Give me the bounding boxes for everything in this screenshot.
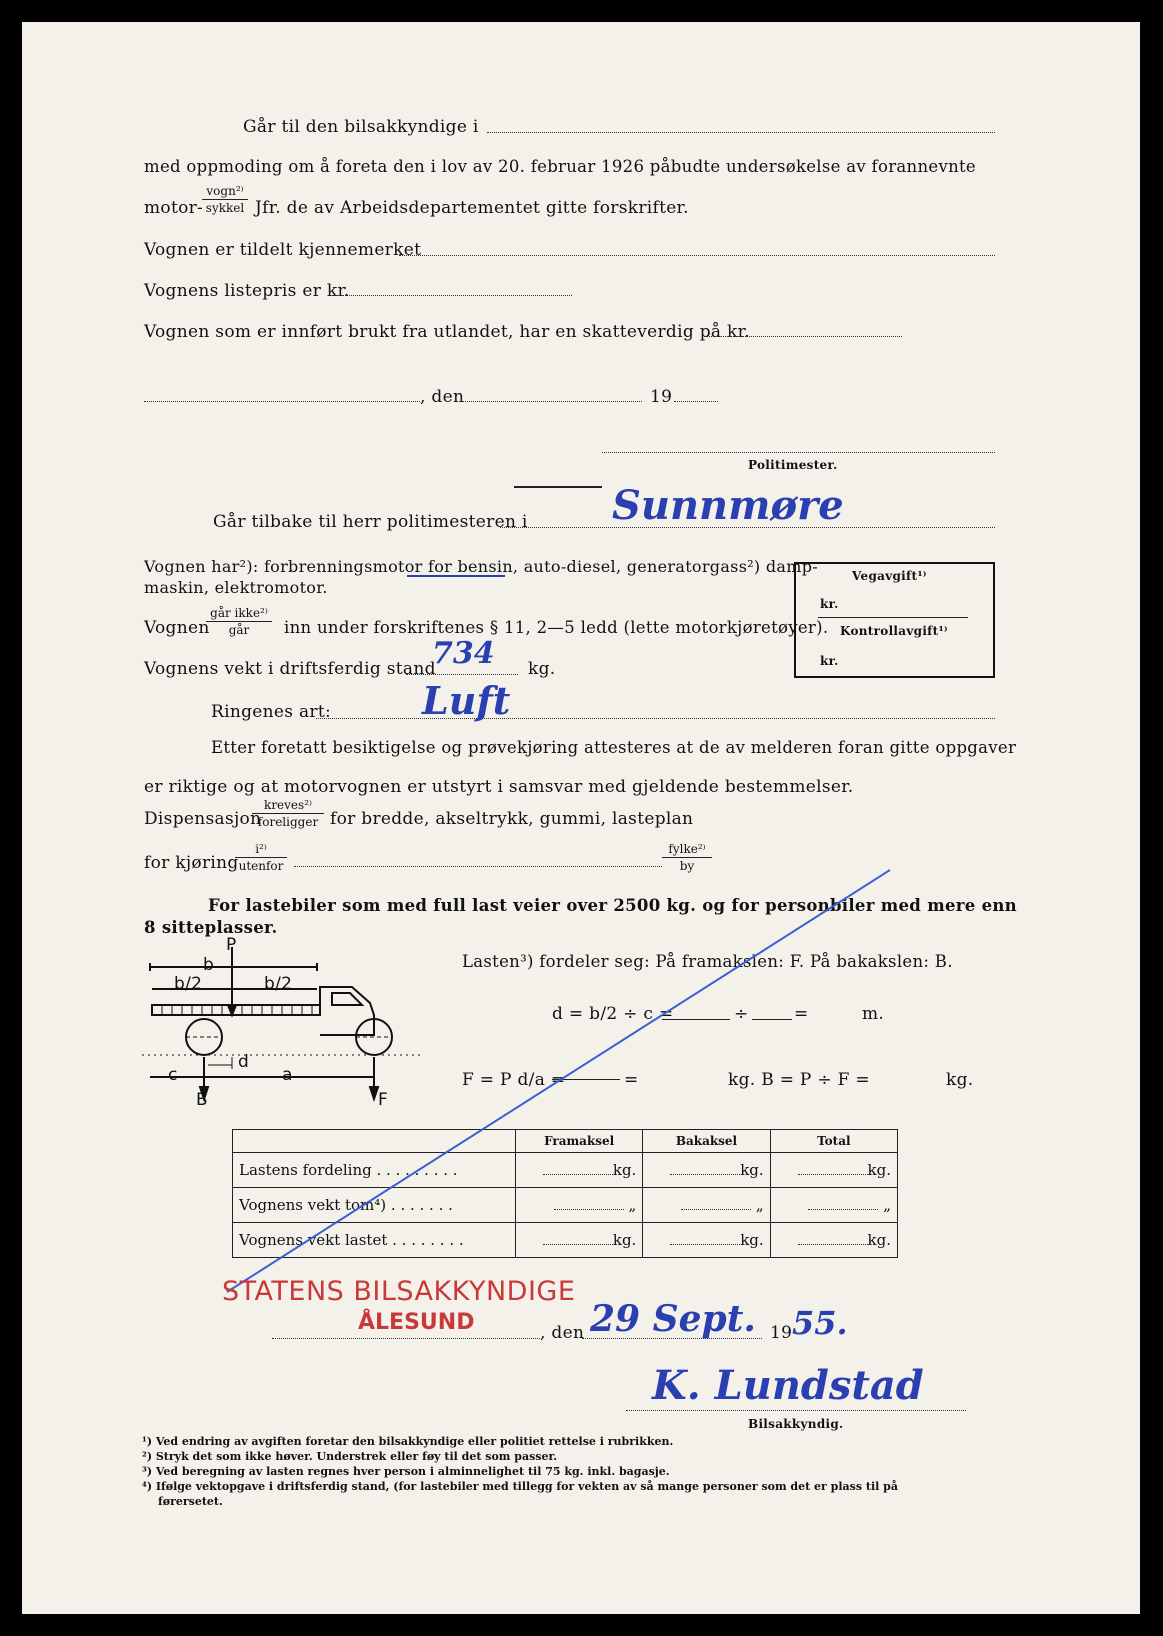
cell-total[interactable]: kg. bbox=[770, 1223, 897, 1258]
attest-line-1: Etter foretatt besiktigelse og prøvekjøring attesteres at de av melderen foran gitte oppgaver bbox=[211, 738, 1017, 757]
date2-19-label: 19 bbox=[770, 1323, 793, 1343]
diagram-label-a: a bbox=[282, 1065, 293, 1085]
motor-prefix: motor- bbox=[144, 198, 204, 218]
header-total: Total bbox=[770, 1130, 897, 1153]
cell-bakaksel[interactable]: „ bbox=[643, 1188, 770, 1223]
row-label: Lastens fordeling . . . . . . . . . bbox=[233, 1153, 516, 1188]
stamp-line-2: ÅLESUND bbox=[358, 1310, 475, 1335]
cell-framaksel[interactable]: kg. bbox=[516, 1153, 643, 1188]
cell-bakaksel[interactable]: kg. bbox=[643, 1223, 770, 1258]
cell-framaksel[interactable]: „ bbox=[516, 1188, 643, 1223]
kontrollavgift-label: Kontrollavgift¹⁾ bbox=[840, 624, 948, 638]
fraction-vogn-sykkel: vogn²⁾ sykkel bbox=[202, 184, 248, 215]
formula-f-eq: = bbox=[624, 1070, 639, 1090]
line-request: med oppmoding om å foreta den i lov av 20. februar 1926 påbudte undersøkelse av forannevnte bbox=[144, 157, 976, 176]
cell-total[interactable]: „ bbox=[770, 1188, 897, 1223]
formula-d-minus: ÷ bbox=[734, 1004, 749, 1024]
cell-total[interactable]: kg. bbox=[770, 1153, 897, 1188]
kontrollavgift-kr: kr. bbox=[820, 654, 839, 668]
handwritten-weight: 734 bbox=[432, 636, 495, 671]
attest-line-2: er riktige og at motorvognen er utstyrt i samsvar med gjeldende bestemmelser. bbox=[144, 777, 854, 797]
header-bakaksel: Bakaksel bbox=[643, 1130, 770, 1153]
formula-d-eq: = bbox=[794, 1004, 809, 1024]
formula-b: kg. B = P ÷ F = bbox=[728, 1070, 870, 1090]
fraction-fylke-by: fylke²⁾ by bbox=[662, 842, 712, 873]
fraction-i-utenfor: i²⁾ utenfor bbox=[235, 842, 287, 873]
document-page bbox=[22, 22, 1140, 1614]
date2-den-label: , den bbox=[540, 1323, 585, 1343]
diagram-label-B: B bbox=[196, 1090, 208, 1110]
lastebil-line-2: 8 sitteplasser. bbox=[144, 918, 278, 937]
footnote-3: ³) Ved beregning av lasten regnes hver person i alminnelighet til 75 kg. inkl. bagasje. bbox=[142, 1465, 670, 1478]
row-label: Vognens vekt tom⁴) . . . . . . . bbox=[233, 1188, 516, 1223]
disp-suffix: for bredde, akseltrykk, gummi, lasteplan bbox=[330, 809, 694, 829]
ring-label: Ringenes art: bbox=[211, 702, 331, 722]
field-bilsakkyndig-signature[interactable] bbox=[626, 1410, 966, 1411]
formula-b-unit: kg. bbox=[946, 1070, 974, 1090]
line-goes-to: Går til den bilsakkyndige i bbox=[243, 117, 479, 137]
footnote-1: ¹) Ved endring av avgiften foretar den bilsakkyndige eller politiet rettelse i rubrikken. bbox=[142, 1435, 674, 1448]
diagram-label-b-half-1: b/2 bbox=[174, 974, 203, 994]
handwritten-year: 55. bbox=[792, 1304, 848, 1342]
stamp-line-1: STATENS BILSAKKYNDIGE bbox=[222, 1276, 576, 1307]
politimester-label: Politimester. bbox=[748, 458, 838, 472]
bilsakkyndig-label: Bilsakkyndig. bbox=[748, 1417, 844, 1431]
weight-unit: kg. bbox=[528, 659, 556, 679]
diagram-label-d: d bbox=[238, 1052, 250, 1072]
footnote-2: ²) Stryk det som ikke høver. Understrek eller føy til det som passer. bbox=[142, 1450, 558, 1463]
diagram-label-c: c bbox=[168, 1065, 178, 1085]
field-place-2[interactable] bbox=[272, 1338, 540, 1339]
line-import-value: Vognen som er innført brukt fra utlandet, har en skatteverdig på kr. bbox=[144, 322, 750, 342]
cell-bakaksel[interactable]: kg. bbox=[643, 1153, 770, 1188]
line-jfr: Jfr. de av Arbeidsdepartementet gitte forskrifter. bbox=[255, 198, 689, 218]
diagram-label-P: P bbox=[226, 935, 237, 955]
diagonal-strike-line bbox=[22, 22, 1140, 1614]
kjoring-prefix: for kjøring bbox=[144, 853, 239, 873]
header-framaksel: Framaksel bbox=[516, 1130, 643, 1153]
diagram-label-b-half-2: b/2 bbox=[264, 974, 293, 994]
date-den-label: , den bbox=[420, 387, 465, 407]
load-distribution-text: Lasten³) fordeler seg: På framakslen: F. På bakakslen: B. bbox=[462, 952, 953, 971]
handwritten-sunnmore: Sunnmøre bbox=[612, 482, 844, 529]
line-light-vehicle: inn under forskriftenes § 11, 2—5 ledd (lette motorkjøretøyer). bbox=[284, 618, 829, 637]
row-label: Vognens vekt lastet . . . . . . . . bbox=[233, 1223, 516, 1258]
formula-d: d = b/2 ÷ c = bbox=[552, 1004, 674, 1024]
footnote-4-cont: førersetet. bbox=[158, 1495, 223, 1508]
line-return: Går tilbake til herr politimesteren i bbox=[213, 512, 528, 532]
fraction-dispensasjon: kreves²⁾ foreligger bbox=[252, 798, 324, 829]
disp-prefix: Dispensasjon bbox=[144, 809, 262, 829]
diagram-label-b: b bbox=[203, 955, 215, 975]
cell-framaksel[interactable]: kg. bbox=[516, 1223, 643, 1258]
date-19-label: 19 bbox=[650, 387, 673, 407]
handwritten-date: 29 Sept. bbox=[590, 1298, 756, 1340]
weight-label: Vognens vekt i driftsferdig stand bbox=[144, 659, 436, 679]
vegavgift-kr: kr. bbox=[820, 597, 839, 611]
line-list-price: Vognens listepris er kr. bbox=[144, 281, 350, 301]
handwritten-ring-type: Luft bbox=[422, 678, 511, 723]
vegavgift-label: Vegavgift¹⁾ bbox=[852, 569, 927, 583]
formula-d-unit: m. bbox=[862, 1004, 885, 1024]
footnote-4: ⁴) Ifølge vektopgave i driftsferdig stand, (for lastebiler med tillegg for vekten av så mange personer som det er plass til på bbox=[142, 1480, 898, 1493]
line-motor-type: Vognen har²): forbrenningsmotor for bensin, auto-diesel, generatorgass²) damp- bbox=[144, 557, 818, 576]
line-motor-type-2: maskin, elektromotor. bbox=[144, 578, 328, 597]
diagram-label-F: F bbox=[378, 1090, 389, 1110]
formula-f: F = P d/a = bbox=[462, 1070, 566, 1090]
fraction-gar: går ikke²⁾ går bbox=[206, 606, 272, 637]
handwritten-signature: K. Lundstad bbox=[652, 1362, 924, 1409]
lastebil-line-1: For lastebiler som med full last veier over 2500 kg. og for personbiler med mere enn bbox=[208, 896, 1017, 915]
line-registration: Vognen er tildelt kjennemerket bbox=[144, 240, 422, 260]
goes-prefix: Vognen bbox=[144, 618, 210, 638]
